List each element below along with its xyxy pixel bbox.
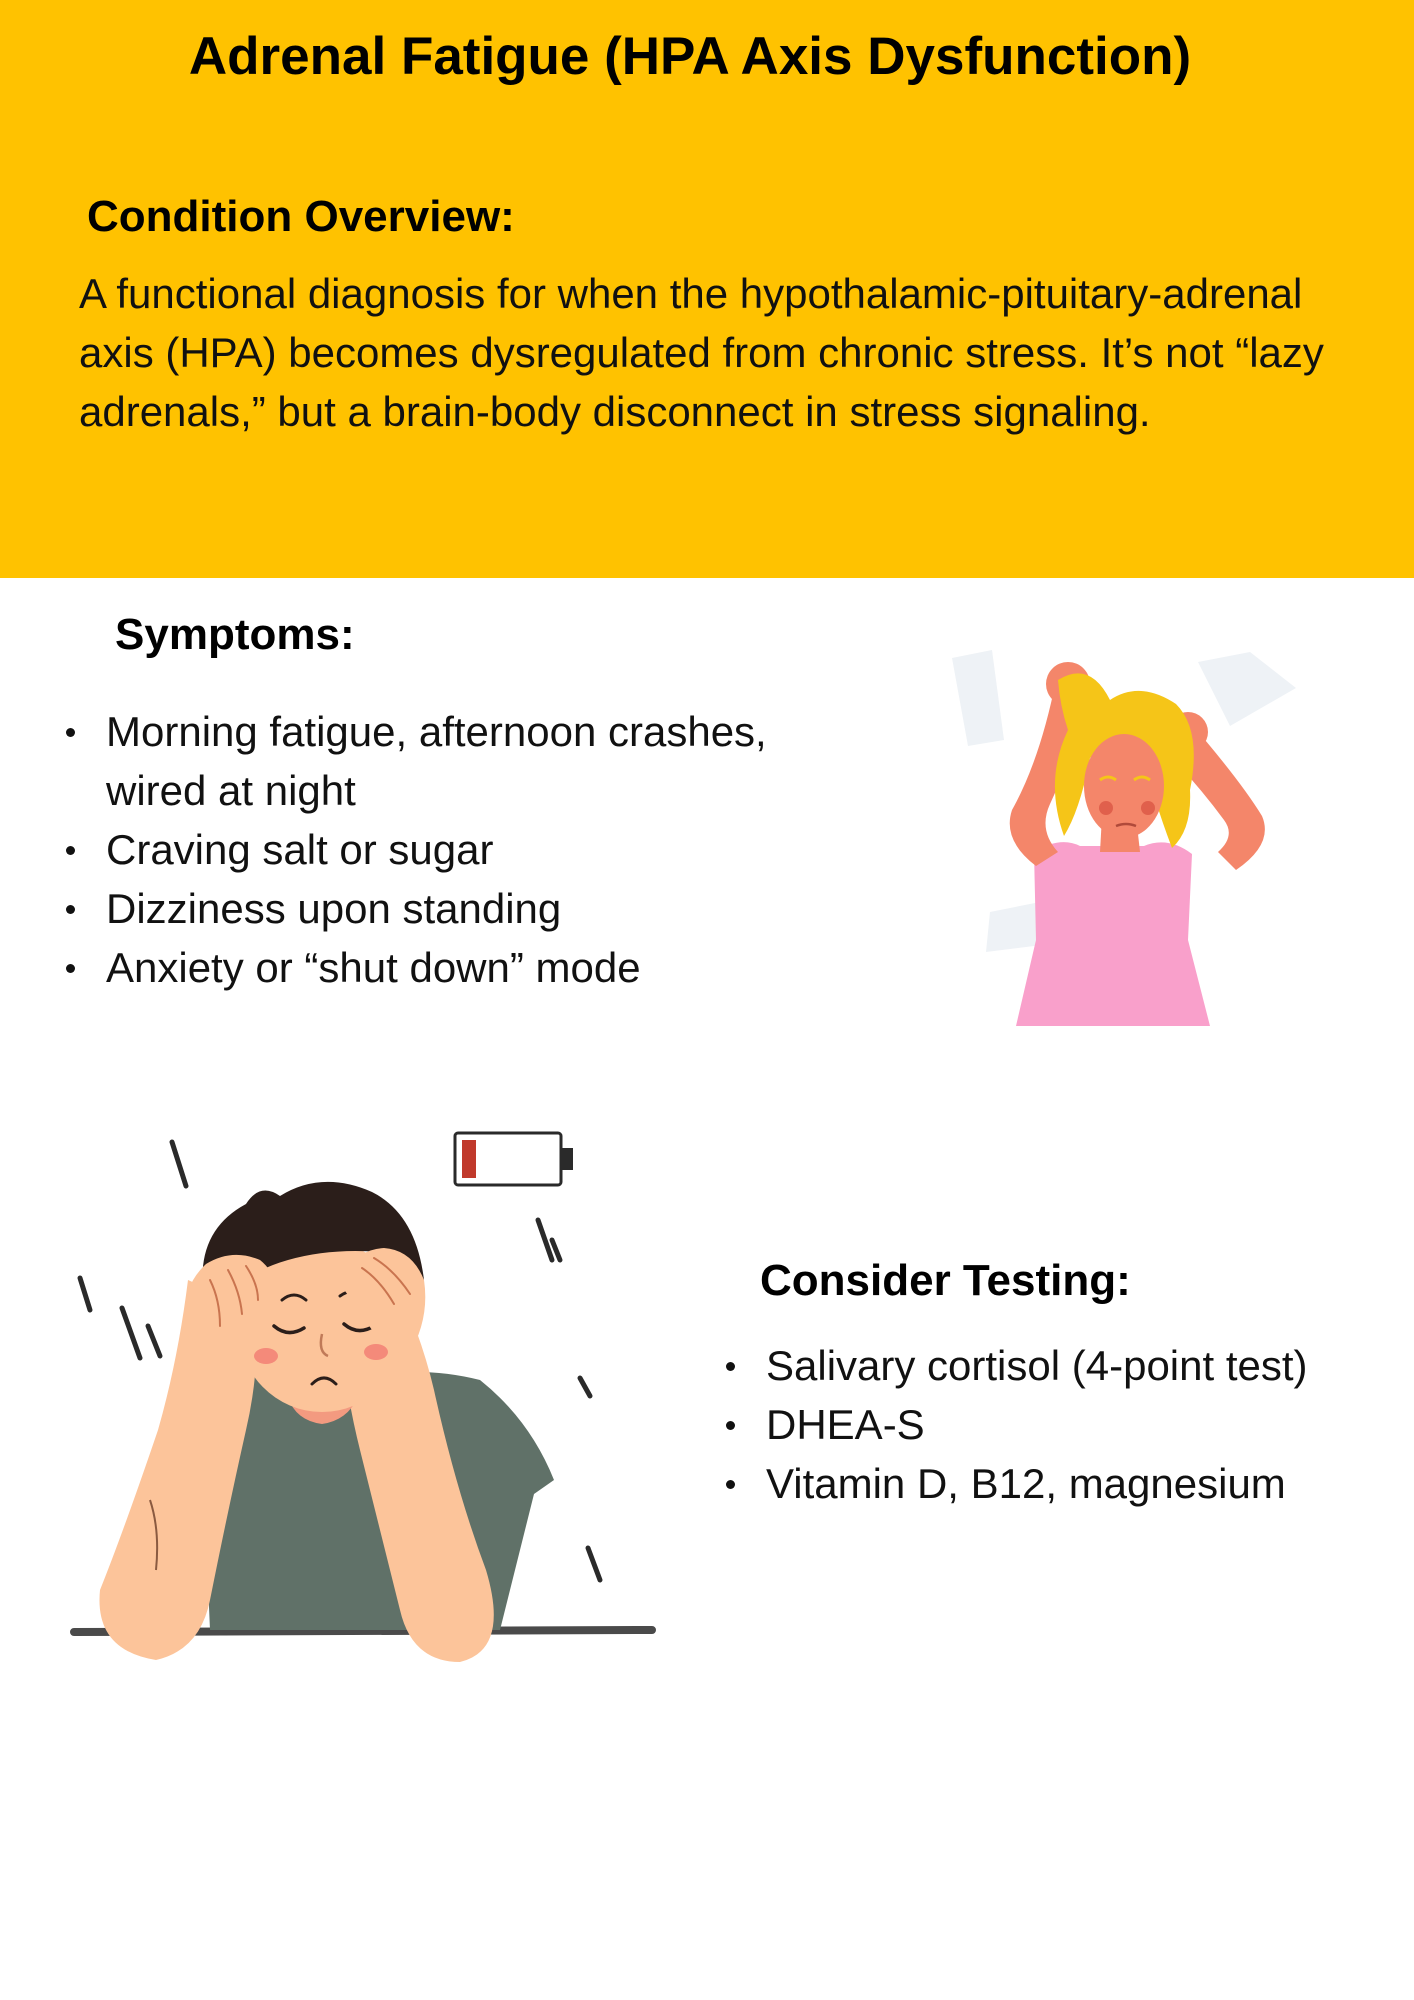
stressed-woman-illustration (940, 640, 1300, 1030)
testing-text: DHEA-S (766, 1401, 925, 1448)
list-item (726, 1395, 1406, 1454)
list-item (726, 1454, 1406, 1513)
bullet-icon (726, 1362, 735, 1371)
list-item (66, 879, 866, 938)
list-item (66, 820, 866, 879)
symptom-text: Anxiety or “shut down” mode (106, 944, 641, 991)
exhausted-man-illustration (60, 1130, 680, 1680)
testing-text: Salivary cortisol (4-point test) (766, 1342, 1308, 1389)
symptoms-list (66, 702, 866, 997)
bullet-icon (726, 1421, 735, 1430)
symptoms-heading: Symptoms: (115, 610, 355, 659)
symptom-text: Morning fatigue, afternoon crashes, wired at night (106, 708, 767, 814)
overview-text: A functional diagnosis for when the hypothalamic-pituitary-adrenal axis (HPA) becomes dysregulated from chronic stress. It’s not “lazy adrenals,” but a brain-body disconnect in stress signaling. (79, 270, 1324, 435)
testing-text: Vitamin D, B12, magnesium (766, 1460, 1286, 1507)
testing-list (726, 1336, 1406, 1513)
header-banner (0, 0, 1414, 578)
list-item (726, 1336, 1406, 1395)
symptom-text: Dizziness upon standing (106, 885, 562, 932)
bullet-icon (66, 964, 75, 973)
bullet-icon (66, 846, 75, 855)
testing-heading: Consider Testing: (760, 1256, 1131, 1305)
overview-heading: Condition Overview: (87, 192, 515, 241)
bullet-icon (726, 1480, 735, 1489)
bullet-icon (66, 728, 75, 737)
symptom-text: Craving salt or sugar (106, 826, 494, 873)
list-item (66, 938, 866, 997)
list-item (66, 702, 866, 820)
bullet-icon (66, 905, 75, 914)
page-title: Adrenal Fatigue (HPA Axis Dysfunction) (188, 27, 1192, 86)
